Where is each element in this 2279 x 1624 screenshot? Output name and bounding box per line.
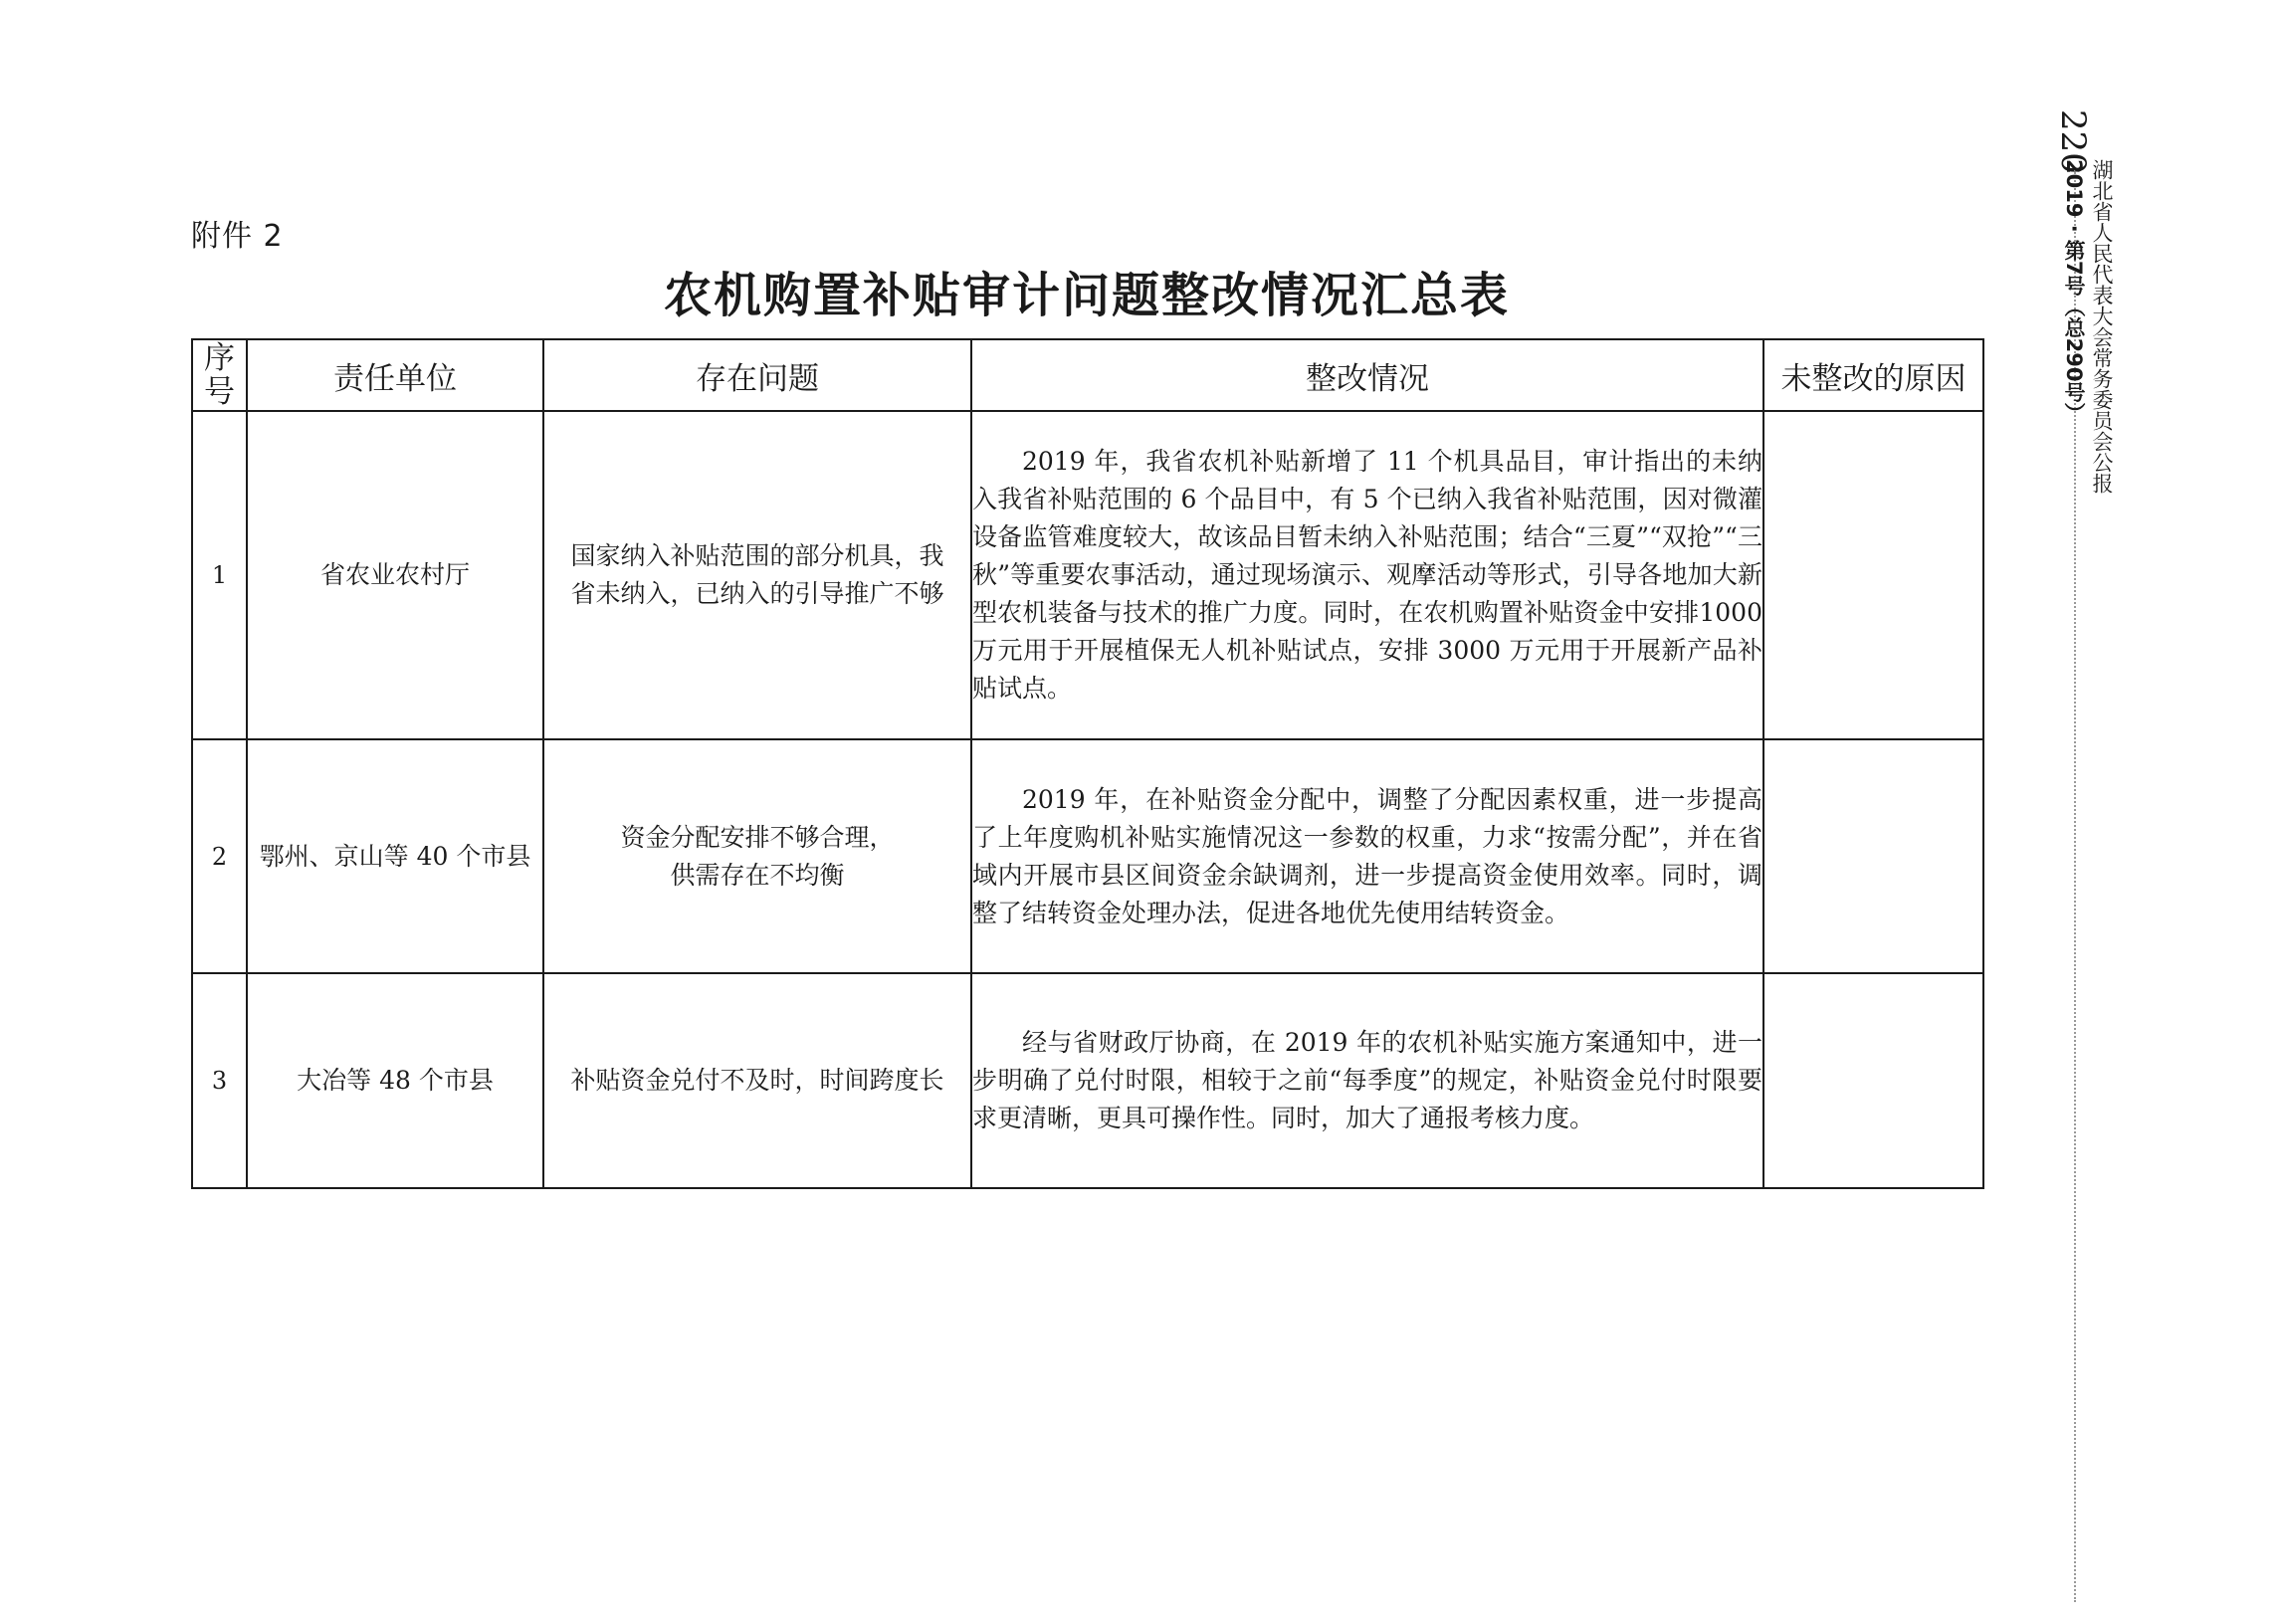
reason-cell [1763,411,1983,739]
responsible-unit: 大冶等 48 个市县 [247,973,543,1188]
responsible-unit: 鄂州、京山等 40 个市县 [247,739,543,973]
issue-line: 补贴资金兑付不及时，时间跨度长 [570,1066,944,1095]
column-header-reason: 未整改的原因 [1763,339,1983,411]
column-header-issue: 存在问题 [543,339,971,411]
column-header-seq [192,339,247,411]
column-header-seq-bottom: 号 [204,374,235,410]
table-row [192,973,1983,1188]
document-title: 农机购置补贴审计问题整改情况汇总表 [663,268,1510,323]
responsible-unit: 省农业农村厅 [247,411,543,739]
issue-cell [543,739,971,973]
rectification-text: 2019 年，在补贴资金分配中，调整了分配因素权重，进一步提高了上年度购机补贴实施情况这一参数的权重，力求“按需分配”，并在省域内开展市县区间资金余缺调剂，进一步提高资金使用效率。同时，调整了结转资金处理办法，促进各地优先使用结转资金。 [972,784,1762,927]
issue-line: 国家纳入补贴范围的部分机具，我 [570,541,944,570]
rectification-cell [971,973,1763,1188]
column-header-rectification: 整改情况 [971,339,1763,411]
row-number: 1 [192,411,247,739]
rectification-text: 经与省财政厅协商，在 2019 年的农机补贴实施方案通知中，进一步明确了兑付时限，相较于之前“每季度”的规定，补贴资金兑付时限要求更清晰，更具可操作性。同时，加大了通报考核力度。 [972,1028,1762,1132]
journal-issue: 2019 · 第7号（总290号） [2062,159,2086,424]
issue-line: 供需存在不均衡 [670,860,845,890]
issue-cell [543,973,971,1188]
reason-cell [1763,973,1983,1188]
rectification-cell [971,411,1763,739]
issue-line: 省未纳入，已纳入的引导推广不够 [570,579,944,608]
row-number: 2 [192,739,247,973]
rectification-cell [971,739,1763,973]
page-number: 220 [2053,109,2093,174]
rectification-text: 2019 年，我省农机补贴新增了 11 个机具品目，审计指出的未纳入我省补贴范围的 6 个品目中，有 5 个已纳入我省补贴范围，因对微灌设备监管难度较大，故该品目暂未纳入补贴范围；结合“三夏”“双抢”“三秋”等重要农事活动，通过现场演示、观摩活动等形式，引导各地加大新型农机装备与技术的推广力度。同时，在农机购置补贴资金中安排1000万元用于开展植保无人机补贴试点，安排 3000 万元用于开展新产品补贴试点。 [972,447,1762,703]
column-header-unit: 责任单位 [247,339,543,411]
table-header-row [192,339,1983,411]
table-row [192,411,1983,739]
attachment-label: 附件 2 [191,219,284,254]
row-number: 3 [192,973,247,1188]
table-row [192,739,1983,973]
journal-name: 湖北省人民代表大会常务委员会公报 [2090,159,2114,494]
reason-cell [1763,739,1983,973]
issue-line: 资金分配安排不够合理， [620,822,895,852]
column-header-seq-top: 序 [204,340,235,376]
issue-cell [543,411,971,739]
summary-table [191,338,1984,1189]
journal-sidebar [2060,159,2115,597]
